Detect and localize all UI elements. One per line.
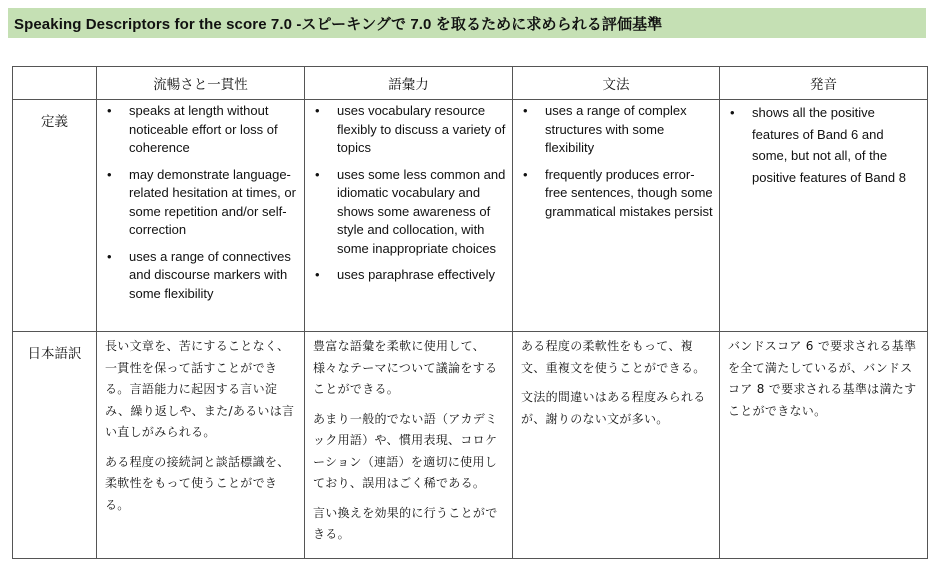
list-item: • uses a range of complex structures with some flexibility <box>519 102 713 158</box>
japanese-row <box>13 332 928 559</box>
document-title: Speaking Descriptors for the score 7.0 -スピーキングで 7.0 を取るために求められる評価基準 <box>14 15 663 33</box>
list-item: • uses a range of connectives and discourse markers with some flexibility <box>103 248 298 304</box>
header-blank <box>13 67 97 100</box>
list-item: • may demonstrate language-related hesitation at times, or some repetition and/or self-correction <box>103 166 298 240</box>
row-label-definition: 定義 <box>13 100 97 332</box>
header-lexical: 語彙力 <box>305 67 513 100</box>
list-item: • uses vocabulary resource flexibly to discuss a variety of topics <box>311 102 506 158</box>
list-item: • uses some less common and idiomatic vocabulary and shows some awareness of style and collocation, with some inappropriate choices <box>311 166 506 259</box>
header-fluency: 流暢さと一貫性 <box>97 67 305 100</box>
definition-grammar-cell <box>513 100 720 332</box>
paragraph: バンドスコア 6 で要求される基準を全て満たしているが、バンドスコア 8 で要求される基準は満たすことができない。 <box>728 339 917 418</box>
header-pronunciation: 発音 <box>720 67 928 100</box>
paragraph: ある程度の柔軟性をもって、複文、重複文を使うことができる。 <box>521 339 706 375</box>
row-label-japanese: 日本語訳 <box>13 332 97 559</box>
definition-fluency-cell <box>97 100 305 332</box>
definition-pronunciation-cell <box>720 100 928 332</box>
paragraph: 豊富な語彙を柔軟に使用して、様々なテーマについて議論をすることができる。 <box>313 339 498 396</box>
japanese-grammar-cell <box>513 332 720 559</box>
definition-row <box>13 100 928 332</box>
paragraph: ある程度の接続詞と談話標識を、柔軟性をもって使うことができる。 <box>105 454 290 512</box>
list-item: • uses paraphrase effectively <box>311 266 506 285</box>
list-item: • speaks at length without noticeable effort or loss of coherence <box>103 102 298 158</box>
japanese-fluency-cell <box>97 332 305 559</box>
list-item: • frequently produces error-free sentences, though some grammatical mistakes persist <box>519 166 713 222</box>
definition-lexical-cell <box>305 100 513 332</box>
descriptors-table <box>12 66 928 559</box>
japanese-lexical-cell <box>305 332 513 559</box>
list-item: • shows all the positive features of Band 6 and some, but not all, of the positive features of Band 8 <box>726 102 921 188</box>
title-bar <box>8 8 926 38</box>
header-row <box>13 67 928 100</box>
paragraph: あまり一般的でない語（アカデミック用語）や、慣用表現、コロケーション（連語）を適切に使用しており、誤用はごく稀である。 <box>313 411 498 490</box>
header-grammar: 文法 <box>513 67 720 100</box>
japanese-pronunciation-cell <box>720 332 928 559</box>
paragraph: 長い文章を、苦にすることなく、一貫性を保って話すことができる。言語能力に起因する言い淀み、繰り返しや、また/あるいは言い直しがみられる。 <box>105 339 295 439</box>
paragraph: 言い換えを効果的に行うことができる。 <box>313 505 498 541</box>
paragraph: 文法的間違いはある程度みられるが、謝りのない文が多い。 <box>521 390 706 426</box>
